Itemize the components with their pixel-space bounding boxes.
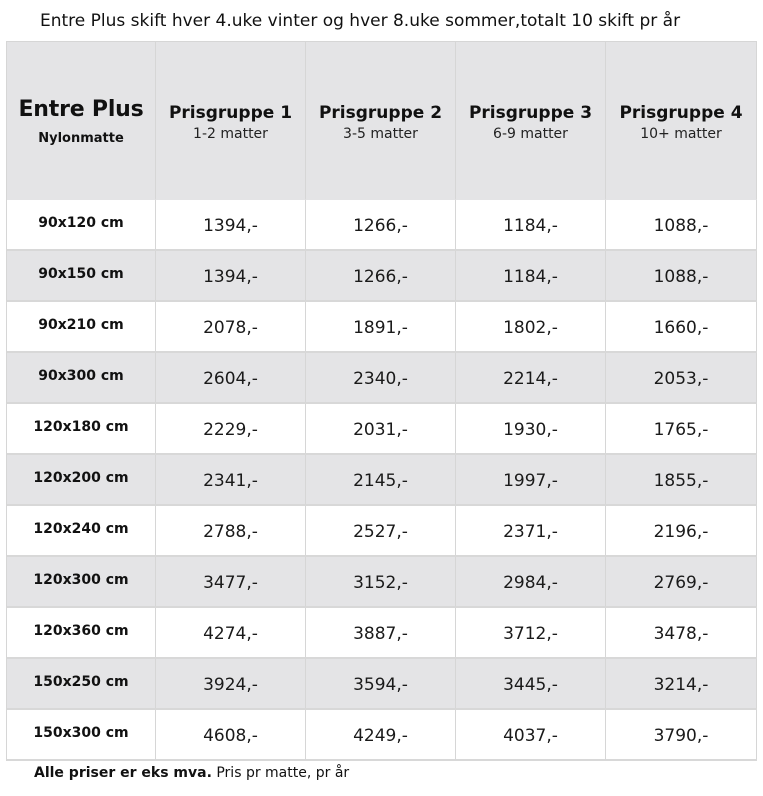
price-cell	[606, 506, 757, 557]
size-cell	[7, 302, 156, 353]
price-value: 3712,-	[503, 623, 558, 644]
price-cell	[456, 659, 606, 710]
price-value: 2229,-	[203, 419, 258, 440]
table-row	[7, 455, 757, 506]
table-row	[7, 200, 757, 251]
price-group-range: 6-9 matter	[493, 126, 568, 142]
price-group-name: Prisgruppe 4	[619, 103, 743, 123]
price-group-range: 1-2 matter	[193, 126, 268, 142]
price-value: 1088,-	[653, 215, 709, 236]
price-group-name: Prisgruppe 1	[168, 103, 293, 123]
price-value: 3478,-	[653, 623, 709, 644]
size-cell	[7, 455, 156, 506]
size-label: 120x240 cm	[33, 520, 129, 537]
price-cell	[306, 455, 456, 506]
price-cell	[156, 302, 306, 353]
price-value: 2788,-	[203, 521, 258, 542]
price-cell	[606, 710, 757, 761]
price-cell	[156, 506, 306, 557]
price-cell	[306, 302, 456, 353]
price-cell	[456, 353, 606, 404]
size-cell	[7, 404, 156, 455]
table-header-row	[7, 42, 757, 200]
page-heading: Entre Plus skift hver 4.uke vinter og hver 8.uke sommer,totalt 10 skift pr år	[40, 11, 681, 31]
price-cell	[456, 404, 606, 455]
size-cell	[7, 659, 156, 710]
size-label: 120x360 cm	[33, 622, 129, 639]
product-type: Nylonmatte	[38, 131, 124, 146]
table-row	[7, 353, 757, 404]
size-label: 90x150 cm	[38, 265, 124, 282]
price-value: 2053,-	[653, 368, 709, 389]
price-group-header	[456, 42, 606, 200]
price-value: 2984,-	[503, 572, 558, 593]
table-row	[7, 557, 757, 608]
product-header-cell	[7, 42, 156, 200]
size-label: 120x180 cm	[33, 418, 129, 435]
price-value: 1997,-	[503, 470, 558, 491]
size-cell	[7, 506, 156, 557]
size-label: 150x250 cm	[33, 673, 129, 690]
vat-note: Alle priser er eks mva.	[34, 765, 212, 781]
price-table	[6, 41, 757, 761]
price-value: 1802,-	[503, 317, 558, 338]
price-value: 2145,-	[353, 470, 408, 491]
price-group-range: 10+ matter	[640, 126, 722, 142]
price-cell	[606, 353, 757, 404]
size-label: 90x210 cm	[38, 316, 124, 333]
price-group-name: Prisgruppe 2	[318, 103, 443, 123]
size-cell	[7, 251, 156, 302]
price-group-range: 3-5 matter	[343, 126, 418, 142]
unit-note: Pris pr matte, pr år	[216, 765, 350, 781]
price-cell	[306, 353, 456, 404]
table-row	[7, 659, 757, 710]
price-cell	[606, 455, 757, 506]
price-value: 1184,-	[503, 266, 558, 287]
size-cell	[7, 557, 156, 608]
price-value: 2078,-	[203, 317, 258, 338]
product-name: Entre Plus	[18, 97, 144, 122]
size-label: 90x120 cm	[38, 214, 124, 231]
table-row	[7, 608, 757, 659]
price-cell	[156, 200, 306, 251]
price-value: 3152,-	[353, 572, 408, 593]
price-group-header	[156, 42, 306, 200]
price-cell	[156, 557, 306, 608]
size-label: 120x200 cm	[33, 469, 129, 486]
price-cell	[306, 200, 456, 251]
price-value: 2371,-	[503, 521, 558, 542]
price-cell	[306, 251, 456, 302]
price-value: 1660,-	[653, 317, 709, 338]
price-value: 3214,-	[653, 674, 709, 695]
size-label: 150x300 cm	[33, 724, 129, 741]
price-cell	[156, 710, 306, 761]
table-row	[7, 710, 757, 761]
price-value: 4274,-	[203, 623, 258, 644]
price-value: 2031,-	[353, 419, 408, 440]
price-cell	[306, 557, 456, 608]
price-cell	[456, 710, 606, 761]
price-cell	[156, 353, 306, 404]
table-row	[7, 302, 757, 353]
size-cell	[7, 200, 156, 251]
price-value: 3790,-	[653, 725, 709, 746]
price-value: 1930,-	[503, 419, 558, 440]
price-cell	[156, 251, 306, 302]
price-cell	[156, 659, 306, 710]
price-cell	[306, 506, 456, 557]
size-label: 120x300 cm	[33, 571, 129, 588]
price-cell	[606, 659, 757, 710]
price-footnote	[34, 765, 349, 781]
price-value: 1855,-	[653, 470, 709, 491]
size-cell	[7, 710, 156, 761]
price-cell	[156, 608, 306, 659]
price-cell	[456, 608, 606, 659]
price-value: 1891,-	[353, 317, 408, 338]
price-value: 3477,-	[203, 572, 258, 593]
price-cell	[606, 608, 757, 659]
price-value: 2604,-	[203, 368, 258, 389]
price-group-name: Prisgruppe 3	[468, 103, 593, 123]
price-cell	[606, 404, 757, 455]
price-group-header	[606, 42, 757, 200]
price-cell	[606, 200, 757, 251]
price-cell	[456, 455, 606, 506]
price-value: 2341,-	[203, 470, 258, 491]
price-value: 4608,-	[203, 725, 258, 746]
price-value: 4249,-	[353, 725, 408, 746]
price-value: 3887,-	[353, 623, 408, 644]
price-value: 2769,-	[653, 572, 709, 593]
price-value: 2214,-	[503, 368, 558, 389]
table-row	[7, 506, 757, 557]
price-value: 1266,-	[353, 215, 408, 236]
price-value: 2196,-	[653, 521, 709, 542]
price-cell	[456, 302, 606, 353]
price-value: 1394,-	[203, 215, 258, 236]
table-row	[7, 404, 757, 455]
price-value: 1765,-	[653, 419, 709, 440]
price-cell	[456, 506, 606, 557]
price-value: 1394,-	[203, 266, 258, 287]
price-cell	[456, 200, 606, 251]
price-cell	[456, 557, 606, 608]
price-cell	[606, 557, 757, 608]
price-cell	[606, 302, 757, 353]
price-cell	[606, 251, 757, 302]
price-cell	[306, 404, 456, 455]
price-group-header	[306, 42, 456, 200]
price-value: 4037,-	[503, 725, 558, 746]
price-value: 2340,-	[353, 368, 408, 389]
table-row	[7, 251, 757, 302]
price-value: 1088,-	[653, 266, 709, 287]
price-value: 3445,-	[503, 674, 558, 695]
price-value: 1266,-	[353, 266, 408, 287]
price-cell	[306, 608, 456, 659]
size-label: 90x300 cm	[38, 367, 124, 384]
price-cell	[456, 251, 606, 302]
size-cell	[7, 353, 156, 404]
price-cell	[156, 455, 306, 506]
price-value: 1184,-	[503, 215, 558, 236]
price-cell	[306, 710, 456, 761]
size-cell	[7, 608, 156, 659]
price-cell	[306, 659, 456, 710]
price-value: 2527,-	[353, 521, 408, 542]
price-value: 3924,-	[203, 674, 258, 695]
price-value: 3594,-	[353, 674, 408, 695]
price-cell	[156, 404, 306, 455]
